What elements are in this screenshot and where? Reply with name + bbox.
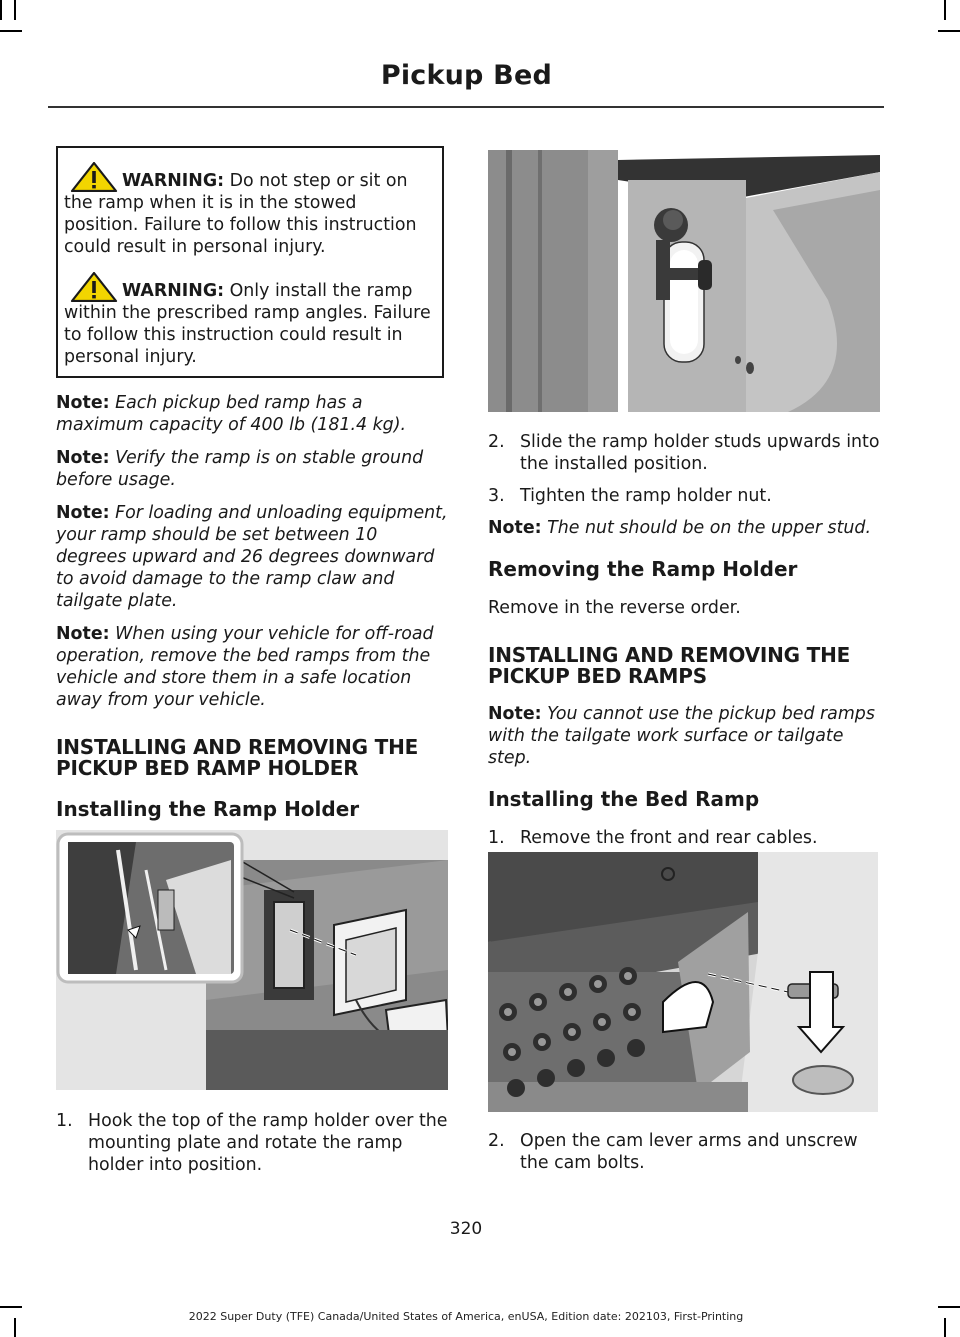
- step-number: 3.: [488, 486, 505, 506]
- step-number: 2.: [488, 1131, 505, 1151]
- note-label: Note:: [56, 503, 110, 523]
- step-number: 2.: [488, 432, 505, 452]
- note-text: Verify the ramp is on stable ground before usage.: [56, 448, 424, 490]
- list-item: [488, 431, 880, 475]
- note: [56, 392, 448, 436]
- warning-text: Only install the ramp within the prescribed ramp angles. Failure to follow this instruction could result in personal injury.: [64, 281, 431, 367]
- section-heading: INSTALLING AND REMOVING THE PICKUP BED RAMPS: [488, 643, 851, 688]
- section-heading: INSTALLING AND REMOVING THE PICKUP BED RAMP HOLDER: [56, 735, 419, 780]
- note-label: Note:: [56, 393, 110, 413]
- crop-mark: [0, 1306, 22, 1308]
- crop-mark: [938, 30, 960, 32]
- warning-triangle-icon: [70, 162, 118, 192]
- list-item: [488, 827, 880, 849]
- step-text: Remove the front and rear cables.: [520, 828, 818, 848]
- note: [56, 502, 448, 612]
- note: [56, 447, 448, 491]
- subsection-heading: Removing the Ramp Holder: [488, 557, 798, 581]
- step-number: 1.: [56, 1111, 73, 1131]
- crop-mark: [938, 1306, 960, 1308]
- crop-mark: [944, 0, 946, 20]
- ramp-holder-studs-figure: [488, 150, 880, 412]
- list-item: [488, 1130, 880, 1174]
- warning-label: WARNING:: [122, 281, 225, 301]
- left-column-steps: [56, 1110, 448, 1186]
- crop-mark: [944, 1318, 946, 1337]
- page-title: Pickup Bed: [380, 60, 552, 91]
- step-text: Tighten the ramp holder nut.: [520, 486, 772, 506]
- body-text: Remove in the reverse order.: [488, 598, 741, 618]
- note: [488, 517, 880, 539]
- ramp-holder-figure: [56, 830, 448, 1090]
- note-text: When using your vehicle for off-road operation, remove the bed ramps from the vehicle and store them in a safe location away from your vehicle.: [56, 624, 434, 710]
- page-number: 320: [449, 1219, 483, 1239]
- left-column: [56, 392, 448, 837]
- note-label: Note:: [488, 704, 542, 724]
- crop-mark: [14, 0, 16, 20]
- note: [488, 703, 880, 769]
- subsection-heading: Installing the Ramp Holder: [56, 797, 360, 821]
- crop-mark: [0, 30, 22, 32]
- step-text: Open the cam lever arms and unscrew the cam bolts.: [520, 1131, 858, 1173]
- step-number: 1.: [488, 828, 505, 848]
- warning-box: [56, 146, 444, 378]
- note-label: Note:: [56, 624, 110, 644]
- subsection-heading: Installing the Bed Ramp: [488, 787, 760, 811]
- step-text: Hook the top of the ramp holder over the mounting plate and rotate the ramp holder into position.: [88, 1111, 448, 1175]
- warning-text: Do not step or sit on the ramp when it is in the stowed position. Failure to follow this instruction could result in personal injury.: [64, 171, 417, 257]
- note-text: You cannot use the pickup bed ramps with the tailgate work surface or tailgate step.: [488, 704, 875, 768]
- warning-triangle-icon: [70, 272, 118, 302]
- note: [56, 623, 448, 711]
- crop-mark: [0, 0, 2, 20]
- note-label: Note:: [488, 518, 542, 538]
- edition-footer: 2022 Super Duty (TFE) Canada/United States of America, enUSA, Edition date: 202103, First-Printing: [188, 1310, 744, 1323]
- note-text: The nut should be on the upper stud.: [541, 518, 871, 538]
- header-rule: [48, 106, 884, 108]
- warning-paragraph: [64, 272, 436, 368]
- cam-bolt-figure: [488, 852, 878, 1112]
- note-text: Each pickup bed ramp has a maximum capacity of 400 lb (181.4 kg).: [56, 393, 407, 435]
- warning-paragraph: [64, 162, 436, 258]
- step-text: Slide the ramp holder studs upwards into the installed position.: [520, 432, 880, 474]
- list-item: [56, 1110, 448, 1176]
- right-column-steps: [488, 1130, 880, 1184]
- list-item: [488, 485, 880, 507]
- note-text: For loading and unloading equipment, your ramp should be set between 10 degrees upward and 26 degrees downward to avoid damage to the ramp claw and tailgate plate.: [56, 503, 448, 611]
- warning-label: WARNING:: [122, 171, 225, 191]
- note-label: Note:: [56, 448, 110, 468]
- right-column: [488, 431, 880, 859]
